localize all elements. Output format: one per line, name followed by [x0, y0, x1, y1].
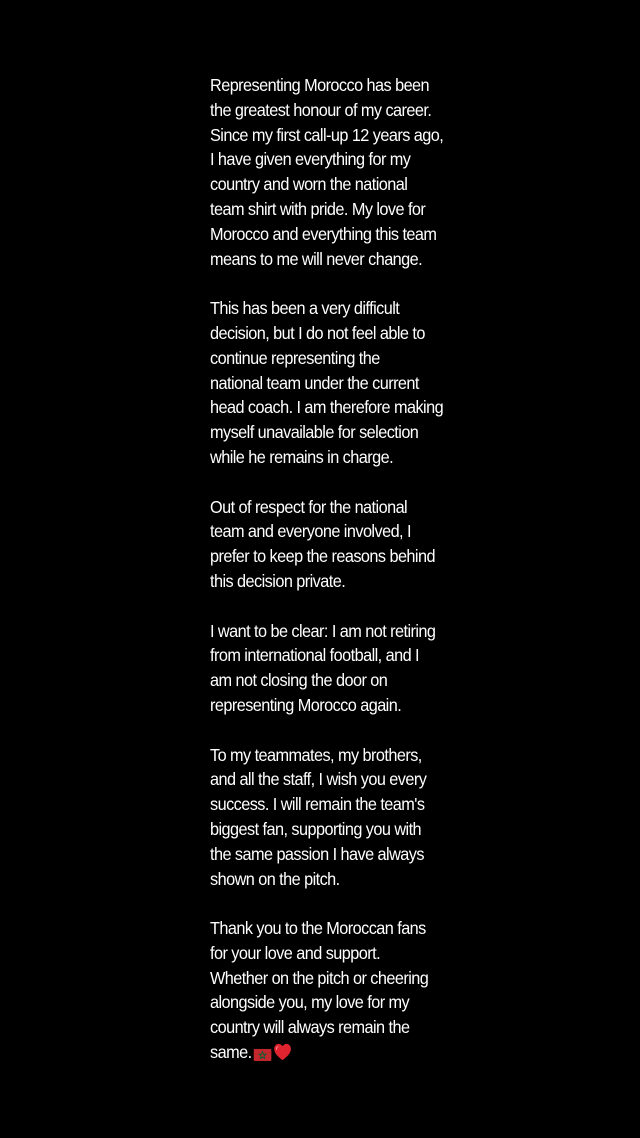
text-line: team shirt with pride. My love for [210, 198, 426, 219]
text-line: continue representing the [210, 347, 380, 368]
paragraph-3 [210, 495, 447, 594]
text-line: Whether on the pitch or cheering [210, 967, 429, 988]
paragraph-5 [210, 743, 447, 892]
text-line: To my teammates, my brothers, [210, 744, 422, 765]
text-line-last [210, 1040, 447, 1068]
text-line: the same passion I have always [210, 843, 424, 864]
text-line-last-words: same. [210, 1042, 252, 1063]
text-line: from international football, and I [210, 645, 420, 666]
text-line: country will always remain the [210, 1017, 410, 1038]
text-line: alongside you, my love for my [210, 992, 410, 1013]
text-line: This has been a very difficult [210, 298, 400, 319]
text-line: I have given everything for my [210, 149, 411, 170]
text-line: head coach. I am therefore making [210, 397, 444, 418]
paragraph-2 [210, 296, 447, 470]
text-line: biggest fan, supporting you with [210, 818, 422, 839]
emoji-run [253, 1043, 291, 1068]
text-line: representing Morocco again. [210, 694, 402, 715]
text-line: myself unavailable for selection [210, 422, 419, 443]
text-line: am not closing the door on [210, 670, 388, 691]
text-line: decision, but I do not feel able to [210, 322, 425, 343]
text-line: for your love and support. [210, 942, 381, 963]
paragraph-6 [210, 916, 447, 1068]
morocco-flag-icon [253, 1049, 271, 1061]
text-line: shown on the pitch. [210, 868, 340, 889]
text-line: I want to be clear: I am not retiring [210, 620, 436, 641]
text-line: Out of respect for the national [210, 496, 408, 517]
text-line: means to me will never change. [210, 248, 423, 269]
red-heart-icon [273, 1043, 292, 1061]
text-line: prefer to keep the reasons behind [210, 546, 435, 567]
text-line: success. I will remain the team's [210, 794, 425, 815]
text-line: country and worn the national [210, 174, 408, 195]
text-line: this decision private. [210, 570, 346, 591]
text-line: Representing Morocco has been [210, 75, 430, 95]
text-line: the greatest honour of my career. [210, 99, 432, 120]
text-line: team and everyone involved, I [210, 521, 411, 542]
text-line: while he remains in charge. [210, 446, 394, 467]
text-line: Thank you to the Moroccan fans [210, 918, 426, 939]
paragraph-4 [210, 619, 447, 718]
story-text-block [210, 73, 447, 1068]
text-line: Morocco and everything this team [210, 223, 437, 244]
text-line: and all the staff, I wish you every [210, 769, 427, 790]
text-line: national team under the current [210, 372, 419, 393]
paragraph-1 [210, 73, 447, 271]
text-line: Since my first call-up 12 years ago, [210, 124, 444, 145]
